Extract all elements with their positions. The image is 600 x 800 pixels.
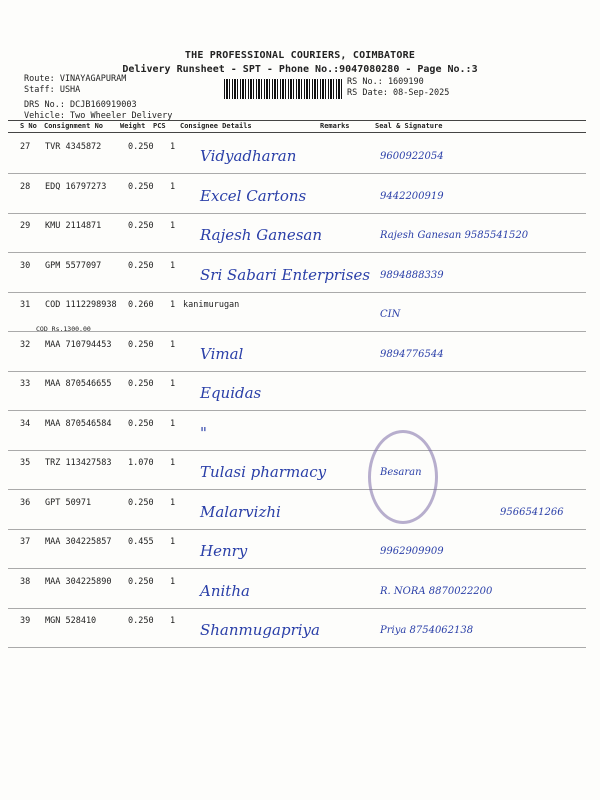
- row-pcs: 1: [170, 379, 176, 389]
- row-sno: 27: [20, 142, 31, 152]
- row-consignment: GPM 5577097: [45, 260, 102, 271]
- table-row: [8, 133, 586, 174]
- row-details: kanimurugan: [183, 300, 240, 310]
- col-weight: Weight: [120, 122, 146, 130]
- row-pcs: 1: [170, 497, 176, 508]
- handwritten-signature: CIN: [380, 309, 401, 320]
- row-sno: 36: [20, 497, 31, 508]
- row-consignment: MAA 870546655: [45, 379, 112, 389]
- handwritten-consignee-name: Vimal: [200, 344, 244, 363]
- row-sno: 37: [20, 537, 31, 547]
- row-weight: 0.250: [128, 616, 154, 626]
- col-consignment: Consignment No: [44, 122, 104, 130]
- col-sno: S No: [20, 122, 37, 130]
- col-seal: Seal & Signature: [375, 122, 443, 130]
- row-pcs: 1: [170, 576, 176, 587]
- cod-amount: COD Rs.1300.00: [36, 325, 91, 333]
- handwritten-signature: R. NORA 8870022200: [380, 585, 493, 597]
- row-sno: 34: [20, 418, 31, 429]
- handwritten-consignee-name: ": [200, 423, 207, 442]
- row-consignment: TVR 4345872: [45, 142, 102, 152]
- vehicle: Vehicle: Two Wheeler Delivery: [24, 111, 173, 121]
- barcode: [224, 79, 344, 99]
- row-consignment: TRZ 113427583: [45, 458, 112, 468]
- row-weight: 0.250: [128, 181, 154, 192]
- rs-number: RS No.: 1609190: [347, 77, 424, 87]
- handwritten-signature: 9894888339: [380, 269, 444, 281]
- row-pcs: 1: [170, 300, 176, 310]
- row-sno: 28: [20, 181, 31, 192]
- handwritten-consignee-name: Sri Sabari Enterprises: [200, 265, 371, 284]
- table-row: [8, 291, 586, 332]
- handwritten-consignee-name: Anitha: [200, 581, 250, 600]
- handwritten-consignee-name: Excel Cartons: [200, 186, 307, 205]
- row-sno: 31: [20, 300, 31, 310]
- row-weight: 0.250: [128, 339, 154, 350]
- row-pcs: 1: [170, 181, 176, 192]
- row-pcs: 1: [170, 339, 176, 350]
- route: Route: VINAYAGAPURAM: [24, 74, 127, 84]
- drs-number: DRS No.: DCJB160919003: [24, 100, 137, 110]
- row-pcs: 1: [170, 221, 176, 231]
- handwritten-consignee-name: Rajesh Ganesan: [200, 226, 322, 244]
- col-pcs: PCS: [153, 122, 166, 130]
- table-row: [8, 568, 586, 609]
- handwritten-consignee-name: Shanmugapriya: [200, 621, 320, 639]
- handwritten-signature: 9894776544: [380, 348, 444, 360]
- row-sno: 32: [20, 339, 31, 350]
- table-row: [8, 331, 586, 372]
- handwritten-consignee-name: Vidyadharan: [200, 147, 297, 165]
- route-info: [24, 74, 172, 122]
- handwritten-consignee-name: Henry: [200, 542, 248, 560]
- table-row: [8, 410, 586, 451]
- handwritten-signature: 9962909909: [380, 546, 444, 557]
- handwritten-signature: 9600922054: [380, 151, 444, 162]
- rs-info: [347, 77, 449, 99]
- col-remarks: Remarks: [320, 122, 350, 130]
- row-weight: 0.250: [128, 260, 154, 271]
- handwritten-consignee-name: Tulasi pharmacy: [200, 463, 327, 481]
- row-pcs: 1: [170, 142, 176, 152]
- row-weight: 0.250: [128, 142, 154, 152]
- handwritten-signature: 9566541266: [500, 506, 564, 518]
- row-sno: 39: [20, 616, 31, 626]
- row-weight: 0.455: [128, 537, 154, 547]
- document-title: THE PROFESSIONAL COURIERS, COIMBATORE: [184, 50, 416, 61]
- row-sno: 30: [20, 260, 31, 271]
- row-weight: 0.250: [128, 576, 154, 587]
- row-consignment: MAA 710794453: [45, 339, 112, 350]
- row-consignment: MAA 304225857: [45, 537, 112, 547]
- handwritten-consignee-name: Malarvizhi: [200, 502, 281, 521]
- header-top-rule: [8, 120, 586, 121]
- row-sno: 33: [20, 379, 31, 389]
- handwritten-signature: Priya 8754062138: [380, 625, 474, 636]
- row-weight: 0.250: [128, 379, 154, 389]
- row-weight: 0.250: [128, 418, 154, 429]
- row-weight: 0.260: [128, 300, 154, 310]
- rs-date: RS Date: 08-Sep-2025: [347, 88, 450, 98]
- row-pcs: 1: [170, 260, 176, 271]
- row-sno: 38: [20, 576, 31, 587]
- runsheet-subtitle: Delivery Runsheet - SPT - Phone No.:9047080280 - Page No.:3: [122, 64, 478, 75]
- row-consignment: MAA 870546584: [45, 418, 112, 429]
- row-sno: 29: [20, 221, 31, 231]
- row-pcs: 1: [170, 537, 176, 547]
- row-consignment: GPT 50971: [45, 497, 92, 508]
- row-consignment: MAA 304225890: [45, 576, 112, 587]
- row-pcs: 1: [170, 616, 176, 626]
- row-weight: 0.250: [128, 221, 154, 231]
- row-consignment: EDQ 16797273: [45, 181, 107, 192]
- row-pcs: 1: [170, 418, 176, 429]
- row-weight: 0.250: [128, 497, 154, 508]
- staff: Staff: USHA: [24, 85, 81, 95]
- row-consignment: MGN 528410: [45, 616, 97, 626]
- col-details: Consignee Details: [180, 122, 252, 130]
- table-row: [8, 528, 586, 569]
- row-sno: 35: [20, 458, 31, 468]
- handwritten-signature: Rajesh Ganesan 9585541520: [380, 230, 529, 241]
- row-weight: 1.070: [128, 458, 154, 468]
- handwritten-signature: 9442200919: [380, 190, 444, 202]
- handwritten-consignee-name: Equidas: [200, 384, 262, 402]
- handwritten-signature: Besaran: [380, 467, 422, 478]
- row-consignment: COD 1112298938: [45, 300, 117, 310]
- row-pcs: 1: [170, 458, 176, 468]
- table-row: [8, 370, 586, 411]
- row-consignment: KMU 2114871: [45, 221, 102, 231]
